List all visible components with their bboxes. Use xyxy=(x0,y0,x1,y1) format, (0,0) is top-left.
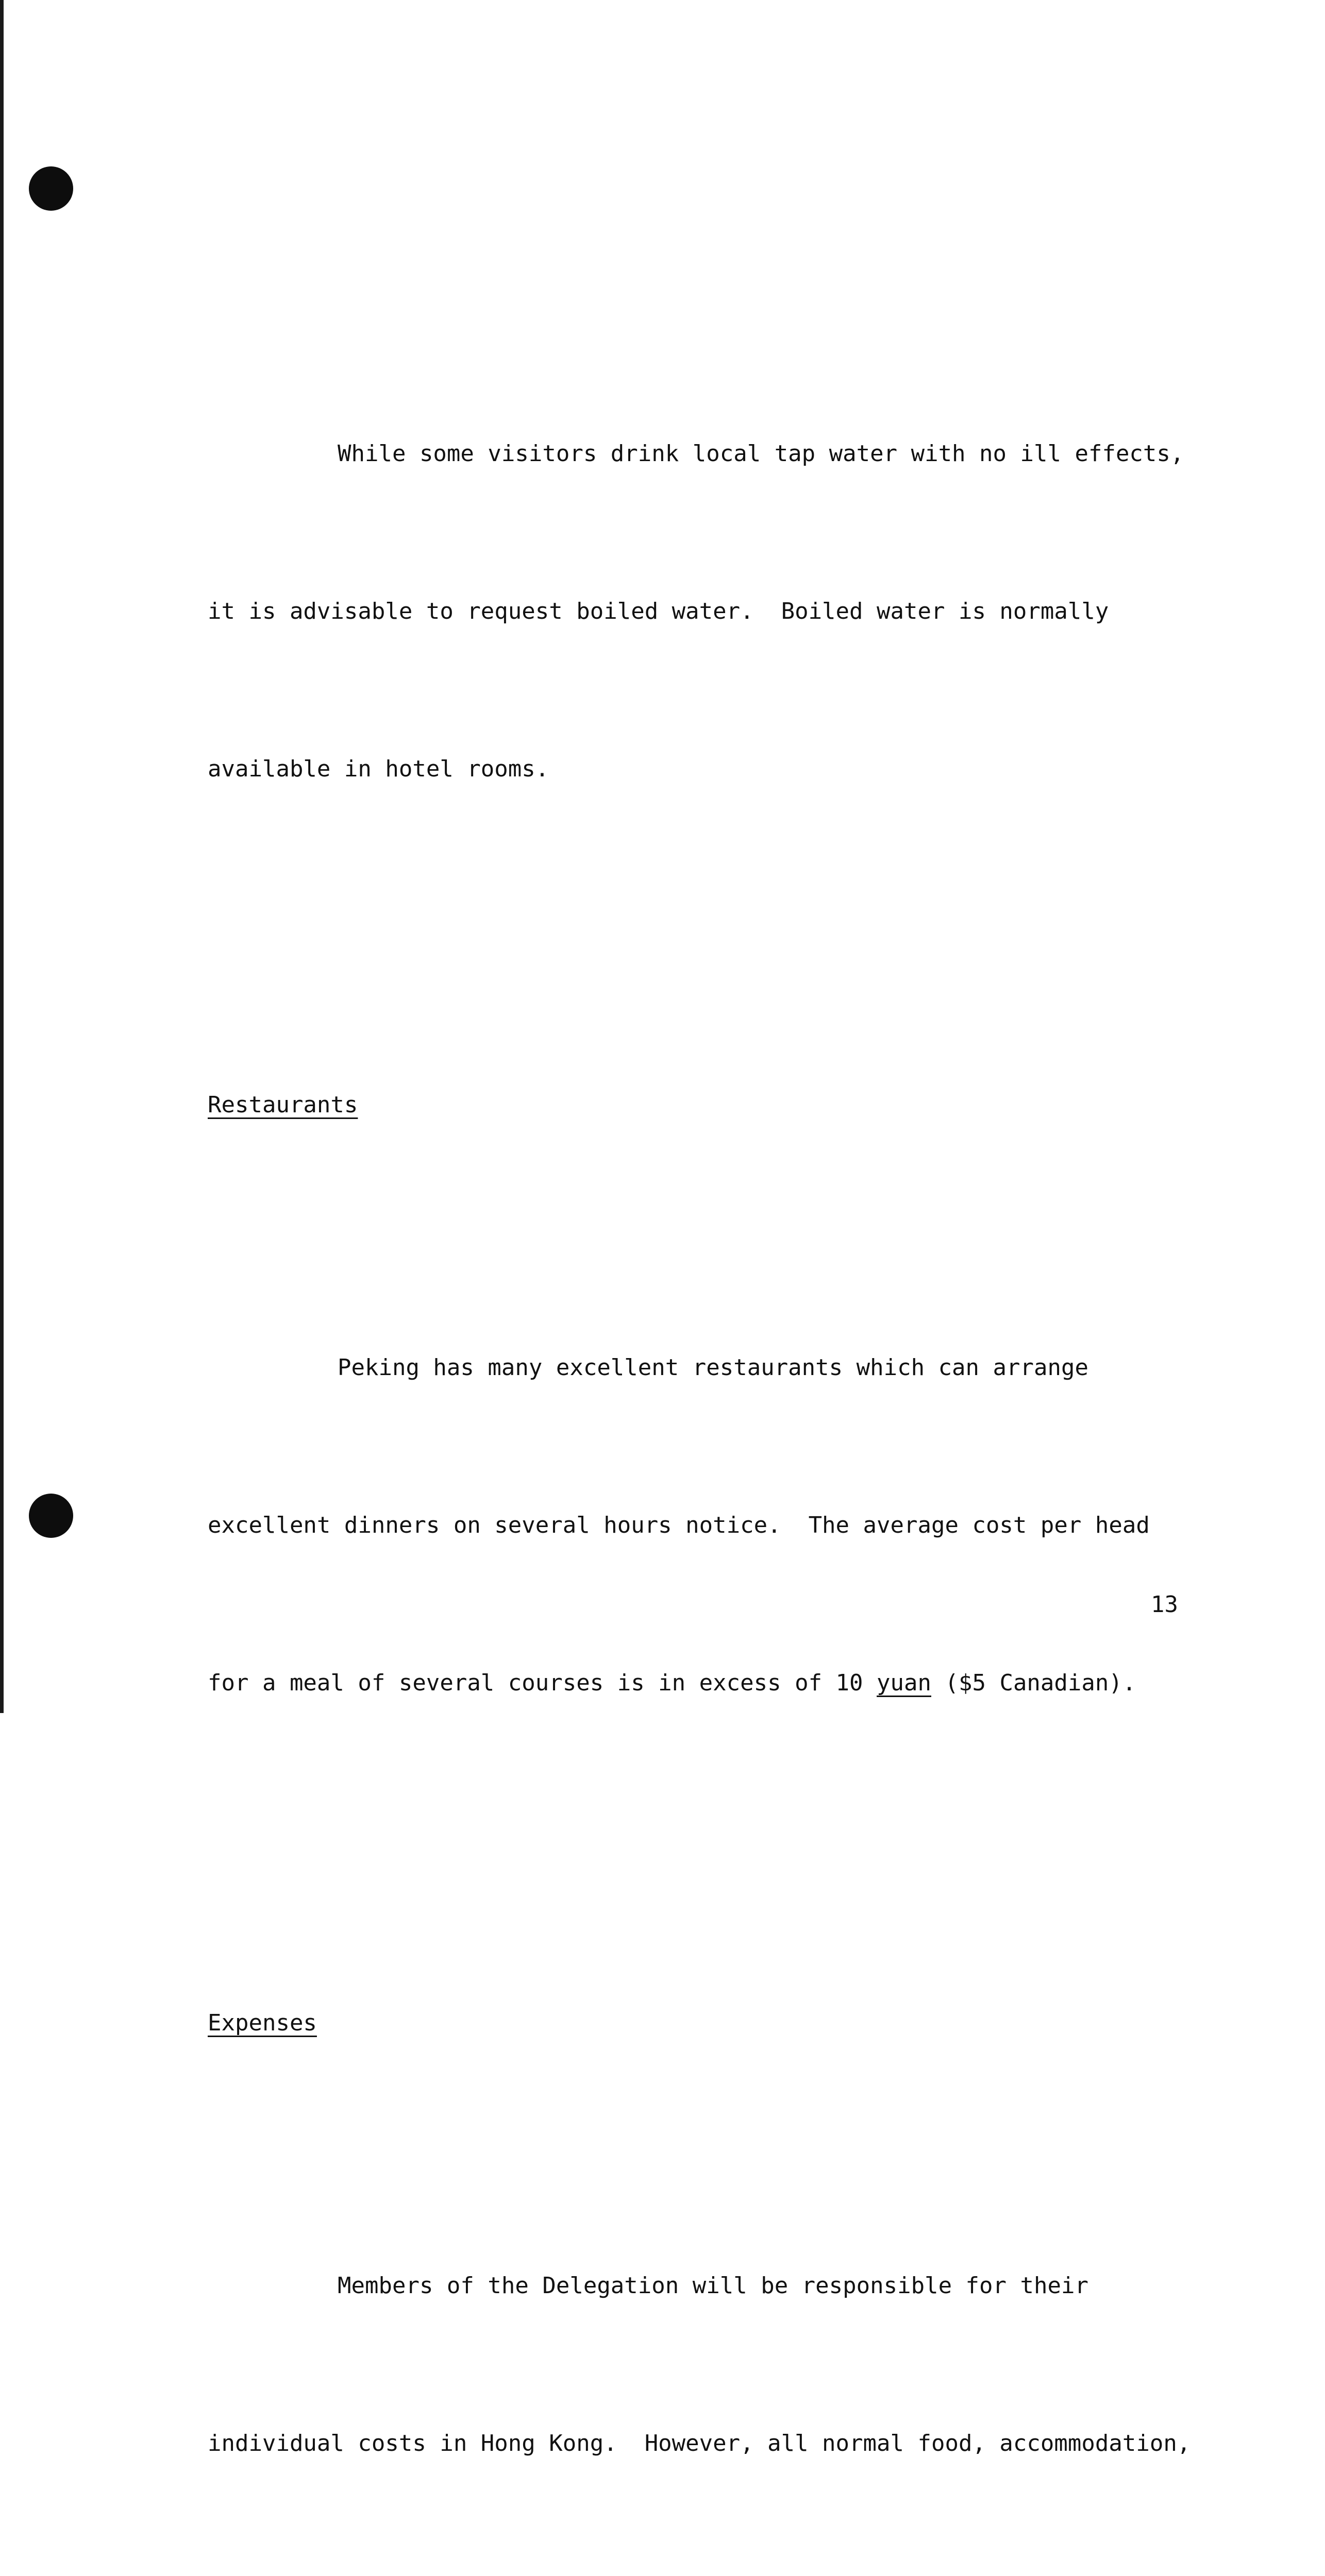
scan-edge xyxy=(0,0,4,1713)
text-line: individual costs in Hong Kong. However, all normal food, accommodation, xyxy=(208,2430,1191,2456)
page-body xyxy=(208,165,1191,2576)
underlined-word: yuan xyxy=(877,1670,931,1696)
text-line: it is advisable to request boiled water. Boiled water is normally xyxy=(208,598,1109,624)
expenses-paragraph xyxy=(208,2155,1191,2576)
text-line: available in hotel rooms. xyxy=(208,756,549,782)
text-line: excellent dinners on several hours notice. The average cost per head xyxy=(208,1512,1150,1538)
text-line: Members of the Delegation will be responsible for their xyxy=(338,2273,1088,2299)
text-run: ($5 Canadian). xyxy=(931,1670,1136,1696)
heading-text: Expenses xyxy=(208,2010,317,2036)
page-number: 13 xyxy=(1151,1591,1178,1618)
text-line xyxy=(208,1657,1187,1709)
text-line: Peking has many excellent restaurants which can arrange xyxy=(338,1354,1088,1381)
text-run: for a meal of several courses is in excess of 10 xyxy=(208,1670,877,1696)
water-paragraph xyxy=(208,323,1187,901)
restaurants-paragraph xyxy=(208,1236,1187,1815)
punch-hole-top xyxy=(29,166,73,211)
section-heading-expenses xyxy=(208,1997,1187,2049)
section-heading-restaurants xyxy=(208,1079,1187,1131)
text-line: While some visitors drink local tap water with no ill effects, xyxy=(338,440,1184,467)
punch-hole-bottom xyxy=(29,1494,73,1538)
heading-text: Restaurants xyxy=(208,1092,358,1118)
text-line xyxy=(208,2575,1187,2576)
